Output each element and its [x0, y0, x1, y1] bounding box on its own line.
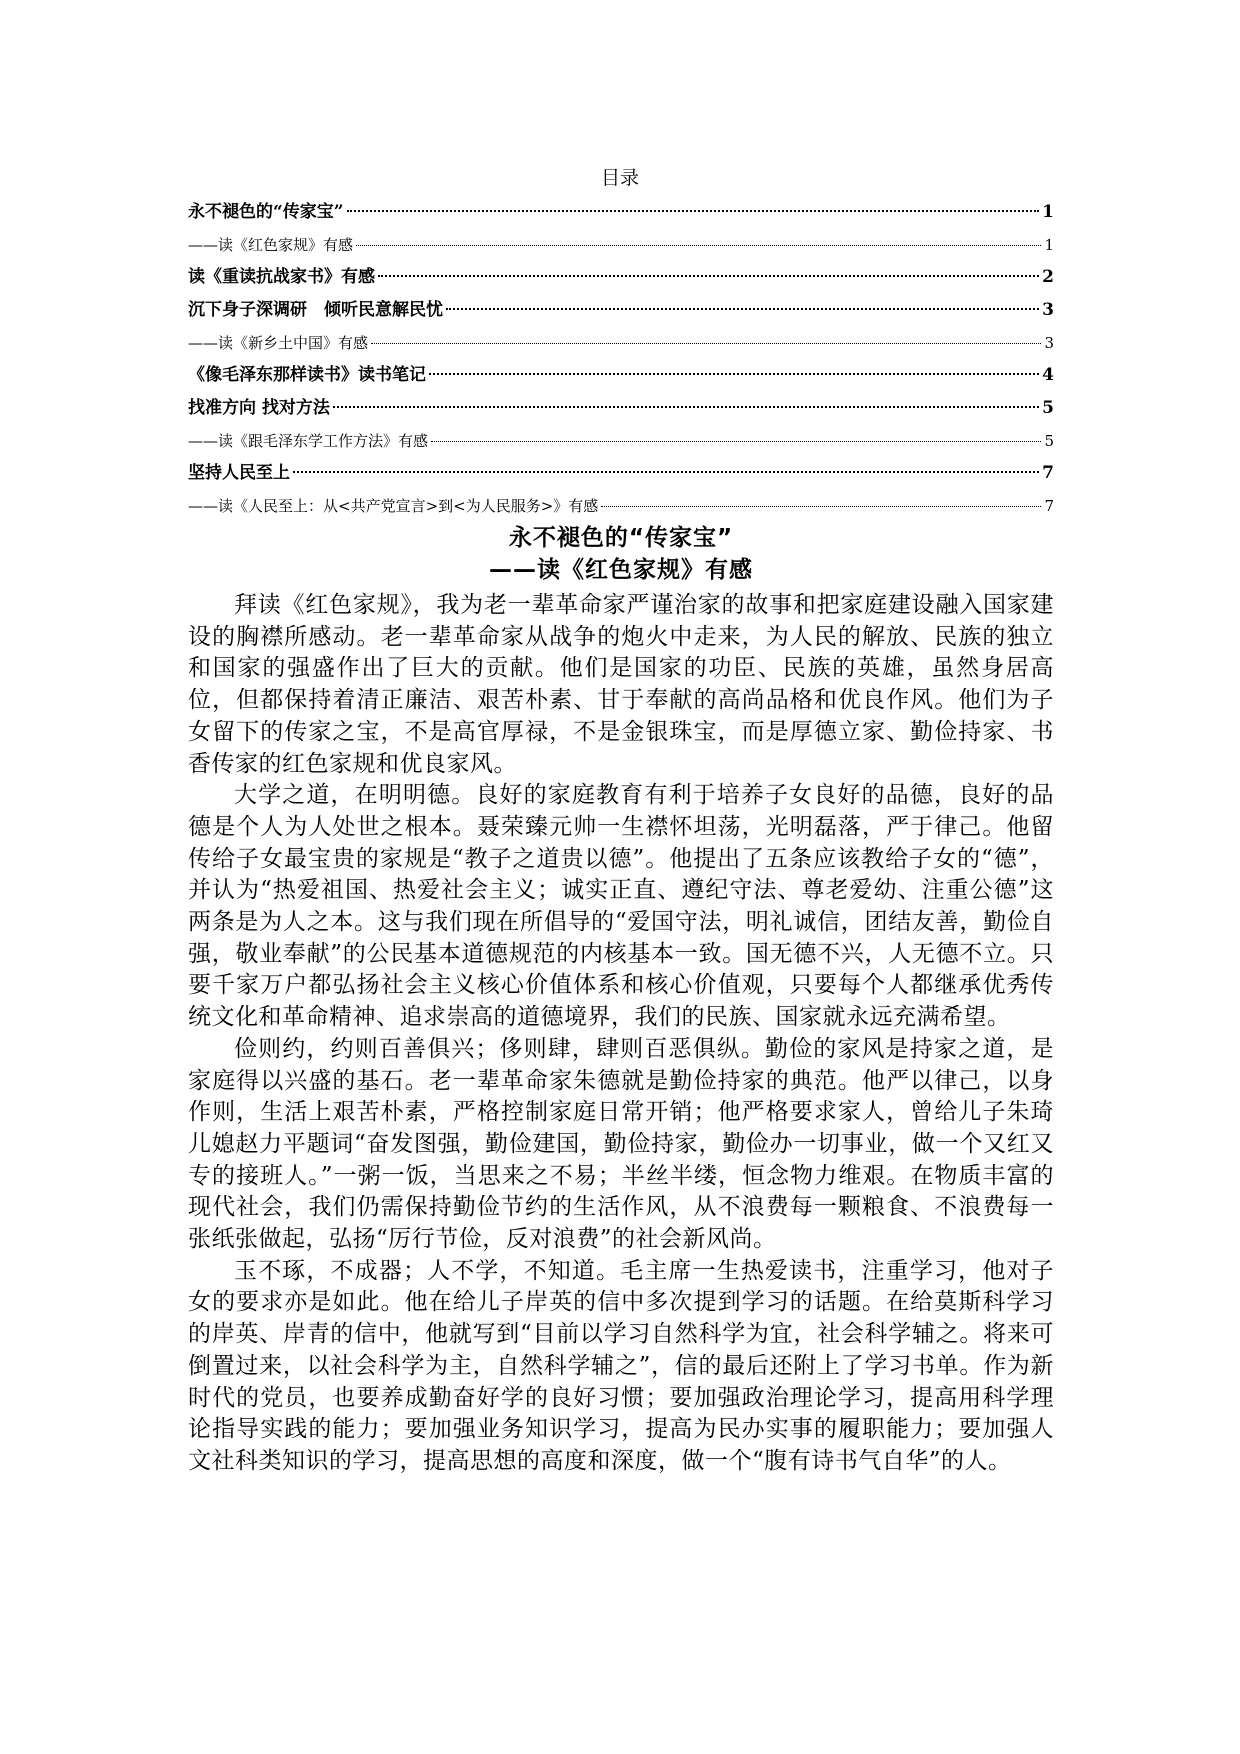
toc-leader	[446, 308, 1039, 310]
toc-leader	[356, 245, 1041, 246]
toc-entry-page: 5	[1044, 432, 1054, 450]
toc-entry[interactable]	[188, 425, 1054, 457]
toc-entry[interactable]	[188, 294, 1054, 327]
toc-heading: 目录	[600, 167, 639, 189]
toc-leader	[333, 406, 1039, 408]
toc-leader	[378, 275, 1039, 277]
toc-leader	[431, 441, 1041, 442]
toc-entry-page: 3	[1044, 334, 1054, 352]
toc-entry[interactable]	[188, 457, 1054, 490]
toc-entry-title: ——读《新乡土中国》有感	[188, 334, 369, 352]
toc-entry-page: 1	[1042, 202, 1054, 222]
toc-entry-title: 永不褪色的“传家宝”	[188, 202, 344, 222]
toc-leader	[293, 471, 1039, 473]
toc-entry-page: 3	[1042, 300, 1054, 320]
toc-leader	[347, 210, 1040, 212]
toc-entry-page: 4	[1042, 365, 1054, 385]
toc-entry-title: 《像毛泽东那样读书》读书笔记	[188, 365, 426, 385]
toc-entry-title: 读《重读抗战家书》有感	[188, 267, 375, 287]
toc-entry[interactable]	[188, 196, 1054, 229]
toc-entry-page: 7	[1044, 497, 1054, 515]
article	[188, 522, 1054, 1478]
article-title: 永不褪色的“传家宝”	[508, 525, 734, 551]
toc-entry-title: 沉下身子深调研 倾听民意解民忧	[188, 300, 443, 320]
toc-leader	[371, 343, 1041, 344]
toc-entry-title: ——读《跟毛泽东学工作方法》有感	[188, 432, 429, 450]
toc-entry-page: 7	[1042, 463, 1054, 483]
toc-entry[interactable]	[188, 261, 1054, 294]
toc-entry-title: 找准方向 找对方法	[188, 398, 330, 418]
article-body	[188, 590, 1054, 1478]
toc-entry-page: 2	[1042, 267, 1054, 287]
toc-entry-title: 坚持人民至上	[188, 463, 290, 483]
toc-entry-title: ——读《红色家规》有感	[188, 236, 354, 254]
paragraph: 大学之道，在明明德。良好的家庭教育有利于培养子女良好的品德，良好的品德是个人为人处世之根本。聂荣臻元帅一生襟怀坦荡，光明磊落，严于律己。他留传给子女最宝贵的家规是“教子之道贵以德”。他提出了五条应该教给子女的“德”，并认为“热爱祖国、热爱社会主义；诚实正直、遵纪守法、尊老爱幼、注重公德”这两条是为人之本。这与我们现在所倡导的“爱国守法，明礼诚信，团结友善，勤俭自强，敬业奉献”的公民基本道德规范的内核基本一致。国无德不兴，人无德不立。只要千家万户都弘扬社会主义核心价值体系和核心价值观，只要每个人都继承优秀传统文化和革命精神、追求崇高的道德境界，我们的民族、国家就永远充满希望。	[188, 782, 1054, 1031]
toc-entry-title: ——读《人民至上：从<共产党宣言>到<为人民服务>》有感	[188, 497, 599, 515]
toc-entry[interactable]	[188, 229, 1054, 261]
table-of-contents	[188, 196, 1054, 522]
toc-entry-page: 1	[1044, 236, 1054, 254]
paragraph: 俭则约，约则百善俱兴；侈则肆，肆则百恶俱纵。勤俭的家风是持家之道，是家庭得以兴盛的基石。老一辈革命家朱德就是勤俭持家的典范。他严以律己，以身作则，生活上艰苦朴素，严格控制家庭日常开销；他严格要求家人，曾给儿子朱琦儿媳赵力平题词“奋发图强，勤俭建国，勤俭持家，勤俭办一切事业，做一个又红又专的接班人。”一粥一饭，当思来之不易；半丝半缕，恒念物力维艰。在物质丰富的现代社会，我们仍需保持勤俭节约的生活作风，从不浪费每一颗粮食、不浪费每一张纸张做起，弘扬“厉行节俭，反对浪费”的社会新风尚。	[188, 1035, 1054, 1253]
paragraph: 玉不琢，不成器；人不学，不知道。毛主席一生热爱读书，注重学习，他对子女的要求亦是如此。他在给儿子岸英的信中多次提到学习的话题。在给莫斯科学习的岸英、岸青的信中，他就写到“目前以学习自然科学为宜，社会科学辅之。将来可倒置过来，以社会科学为主，自然科学辅之”，信的最后还附上了学习书单。作为新时代的党员，也要养成勤奋好学的良好习惯；要加强政治理论学习，提高用科学理论指导实践的能力；要加强业务知识学习，提高为民办实事的履职能力；要加强人文社科类知识的学习，提高思想的高度和深度，做一个“腹有诗书气自华”的人。	[188, 1257, 1054, 1474]
toc-entry[interactable]	[188, 327, 1054, 359]
toc-entry-page: 5	[1042, 398, 1054, 418]
toc-entry[interactable]	[188, 490, 1054, 522]
toc-leader	[601, 506, 1041, 507]
paragraph: 拜读《红色家规》，我为老一辈革命家严谨治家的故事和把家庭建设融入国家建设的胸襟所感动。老一辈革命家从战争的炮火中走来，为人民的解放、民族的独立和国家的强盛作出了巨大的贡献。他们是国家的功臣、民族的英雄，虽然身居高位，但都保持着清正廉洁、艰苦朴素、甘于奉献的高尚品格和优良作风。他们为子女留下的传家之宝，不是高官厚禄，不是金银珠宝，而是厚德立家、勤俭持家、书香传家的红色家规和优良家风。	[188, 592, 1054, 777]
toc-leader	[429, 373, 1039, 375]
article-subtitle: ——读《红色家规》有感	[489, 557, 753, 583]
toc-entry[interactable]	[188, 359, 1054, 392]
toc-entry[interactable]	[188, 392, 1054, 425]
